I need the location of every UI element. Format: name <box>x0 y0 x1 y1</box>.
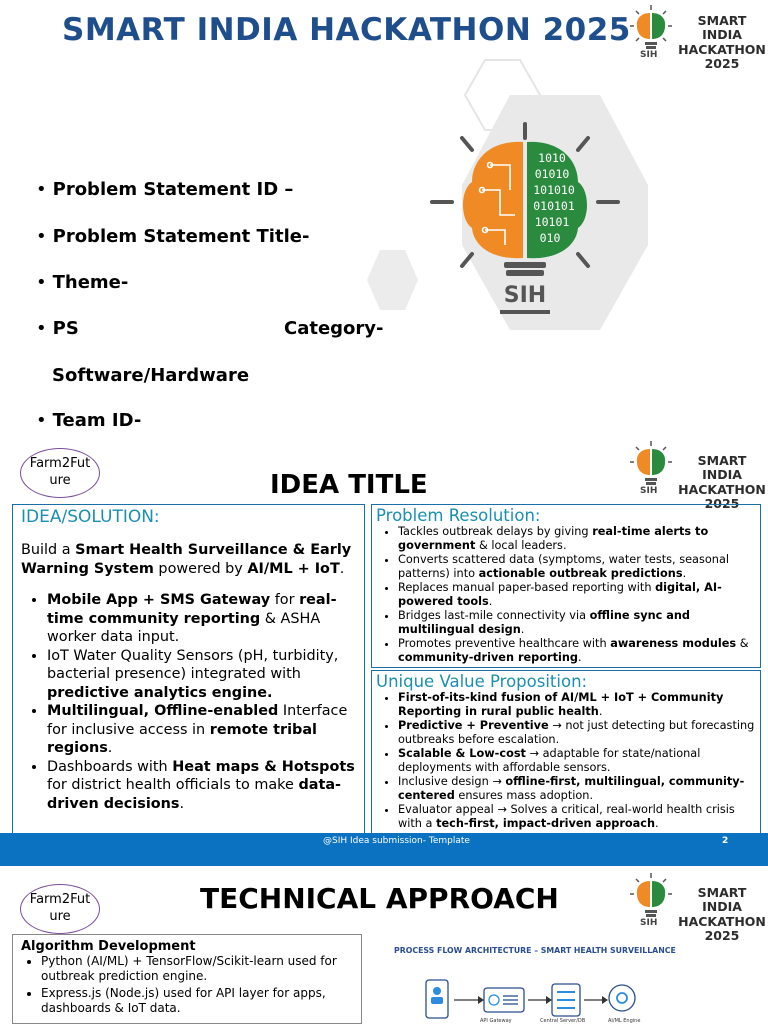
bullet-ps: • PS <box>36 318 79 339</box>
item-bold: actionable outbreak predictions <box>478 567 683 580</box>
item-text: . <box>107 740 113 756</box>
item-bold: digital, AI-powered tools <box>398 581 722 608</box>
item-text: Replaces manual paper-based reporting with <box>398 581 656 594</box>
algorithm-box <box>12 934 362 1024</box>
item-text: & local leaders. <box>475 539 567 552</box>
item-text: . <box>179 795 185 812</box>
idea-heading: IDEA/SOLUTION: <box>21 507 160 527</box>
list-item <box>398 525 756 553</box>
list-item <box>398 553 756 581</box>
item-text: IoT Water Quality Sensors (pH, turbidity, bacterial presence) integrated with <box>47 647 339 682</box>
footer-bar <box>0 833 768 866</box>
list-item <box>398 775 756 803</box>
logo-badge: SIH <box>640 50 658 60</box>
sih-logo <box>628 440 768 512</box>
logo-text <box>678 454 766 512</box>
ai-engine-icon <box>609 985 635 1011</box>
item-bold: First-of-its-kind fusion of AI/ML + IoT + Community Reporting in rural public health <box>398 691 724 718</box>
uvp-heading: Unique Value Proposition: <box>376 672 588 691</box>
item-text: . <box>682 567 687 580</box>
list-item <box>47 758 356 814</box>
item-text: Inclusive design → <box>398 775 506 788</box>
idea-list <box>21 591 356 813</box>
team-name-badge <box>20 884 100 934</box>
logo-line: 2025 <box>704 56 740 72</box>
item-text: . <box>520 623 525 636</box>
logo-line: 2025 <box>704 496 740 512</box>
item-bold: tech-first, impact-driven approach <box>436 817 656 830</box>
list-item: • Express.js (Node.js) used for API layer for apps, dashboards & IoT data. <box>41 986 353 1016</box>
bullet-ps-title: • Problem Statement Title- <box>36 226 310 247</box>
logo-badge: SIH <box>640 918 658 928</box>
slide-title: IDEA TITLE <box>270 470 428 500</box>
item-bold: real-time community reporting <box>47 592 337 627</box>
logo-line: HACKATHON <box>678 41 766 57</box>
item-text: Evaluator appeal → Solves a critical, real-world health crisis with a <box>398 803 735 830</box>
item-text: → adaptable for state/national deployments with affordable sensors. <box>398 747 701 774</box>
intro-bold: AI/ML + IoT <box>247 561 340 577</box>
bullet-text: Problem Statement ID – <box>52 179 294 200</box>
problem-resolution-box <box>371 504 761 668</box>
list-item <box>47 647 356 703</box>
item-text: & ASHA worker data input. <box>47 610 321 645</box>
intro-text: Build a <box>21 542 76 558</box>
binary-line: 1010 <box>538 151 566 165</box>
bullet-text: Problem Statement Title- <box>52 226 310 247</box>
logo-line: SMART INDIA <box>697 13 747 43</box>
binary-line: 010 <box>539 231 561 245</box>
algorithm-list <box>21 954 353 1016</box>
list-item: • Python (AI/ML) + TensorFlow/Scikit-learn used for outbreak prediction engine. <box>41 954 353 984</box>
idea-solution-box <box>12 504 365 834</box>
logo-text <box>678 886 766 944</box>
item-text: Interface for inclusive access in <box>47 703 348 738</box>
bullet-software-hardware: Software/Hardware <box>52 365 250 386</box>
intro-text: . <box>339 561 345 577</box>
idea-intro <box>21 541 356 579</box>
logo-line: HACKATHON <box>678 481 766 497</box>
intro-text: powered by <box>153 561 248 577</box>
team-name: Farm2Future <box>29 456 91 488</box>
item-text: Dashboards with <box>47 758 173 775</box>
flow-label: Central Server/DB <box>540 1018 586 1024</box>
list-item <box>398 581 756 609</box>
binary-line: 01010 <box>534 167 570 181</box>
team-name-badge <box>20 448 100 498</box>
list-item <box>398 637 756 665</box>
item-text: Promotes preventive healthcare with <box>398 637 611 650</box>
item-bold: real-time alerts to government <box>398 525 709 552</box>
team-name: Farm2Future <box>29 892 91 924</box>
item-bold: Heat maps & Hotspots <box>172 758 355 775</box>
problem-list <box>376 525 756 665</box>
item-bold: predictive analytics engine. <box>47 684 273 701</box>
item-bold: awareness modules <box>610 637 737 650</box>
flow-title: PROCESS FLOW ARCHITECTURE – SMART HEALTH SURVEILLANCE <box>394 946 676 955</box>
item-bold: Multilingual, Offline-enabled <box>47 703 279 719</box>
item-bold: data-driven decisions <box>47 777 342 812</box>
page-title: SMART INDIA HACKATHON 2025 <box>62 12 631 48</box>
process-flow-diagram <box>420 976 650 1024</box>
logo-line: SMART INDIA <box>697 453 747 483</box>
binary-line: 101010 <box>533 183 575 197</box>
flow-label: AI/ML Engine <box>608 1018 641 1024</box>
footer-text: @SIH Idea submission- Template <box>323 836 470 846</box>
problem-heading: Problem Resolution: <box>376 506 541 525</box>
item-bold: remote tribal regions <box>47 721 317 756</box>
technical-approach-slide <box>0 866 768 1024</box>
item-text: → not just detecting but forecasting outbreaks before escalation. <box>398 719 755 746</box>
list-item <box>398 747 756 775</box>
item-text: for <box>270 592 300 608</box>
bullet-text: Theme- <box>52 272 129 293</box>
item-bold: Predictive + Preventive <box>398 719 549 732</box>
list-item <box>398 803 756 831</box>
item-text: . <box>598 705 603 718</box>
item-bold: offline-first, multilingual, community-centered <box>398 775 745 802</box>
page-number: 2 <box>722 836 729 846</box>
item-bold: community-driven reporting <box>398 651 578 664</box>
uvp-box <box>371 670 761 834</box>
idea-slide <box>0 438 768 866</box>
list-item <box>398 691 756 719</box>
logo-line: HACKATHON <box>678 913 766 929</box>
logo-line: SMART INDIA <box>697 885 747 915</box>
item-text: ensures mass adoption. <box>454 789 594 802</box>
intro-bold: Smart Health Surveillance & Early Warning System <box>21 542 352 577</box>
item-text: Bridges last-mile connectivity via <box>398 609 590 622</box>
logo-line: 2025 <box>704 928 740 944</box>
item-bold: Mobile App + SMS Gateway <box>47 592 271 608</box>
logo-text <box>678 14 766 72</box>
bullet-theme: • Theme- <box>36 272 129 293</box>
title-slide <box>0 0 768 438</box>
list-item <box>47 591 356 647</box>
item-text: & <box>736 637 749 650</box>
uvp-list <box>376 691 756 831</box>
item-text: . <box>488 595 493 608</box>
slide-title: TECHNICAL APPROACH <box>200 882 559 915</box>
item-bold: offline sync and multilingual design <box>398 609 691 636</box>
binary-line: 010101 <box>533 199 575 213</box>
bullet-text: PS <box>52 318 79 339</box>
item-text: Tackles outbreak delays by giving <box>398 525 593 538</box>
item-text: Converts scattered data (symptoms, water tests, seasonal patterns) into <box>398 553 730 580</box>
sih-logo <box>628 872 768 944</box>
list-item <box>47 702 356 758</box>
flow-label: API Gateway <box>480 1018 512 1024</box>
logo-badge: SIH <box>640 486 658 496</box>
item-text: . <box>578 651 582 664</box>
bullet-text: Team ID- <box>52 410 142 431</box>
list-item <box>398 609 756 637</box>
bullet-ps-id: • Problem Statement ID – <box>36 179 294 200</box>
list-item <box>398 719 756 747</box>
sih-brain-bulb-icon <box>420 120 630 330</box>
binary-line: 10101 <box>534 215 570 229</box>
item-text: for district health officials to make <box>47 777 299 793</box>
bulb-badge: SIH <box>503 283 547 308</box>
item-text: . <box>655 817 659 830</box>
algorithm-heading: Algorithm Development <box>21 939 196 954</box>
bullet-category: Category- <box>284 318 384 339</box>
bullet-team-id: • Team ID- <box>36 410 142 431</box>
item-bold: Scalable & Low-cost <box>398 747 526 760</box>
